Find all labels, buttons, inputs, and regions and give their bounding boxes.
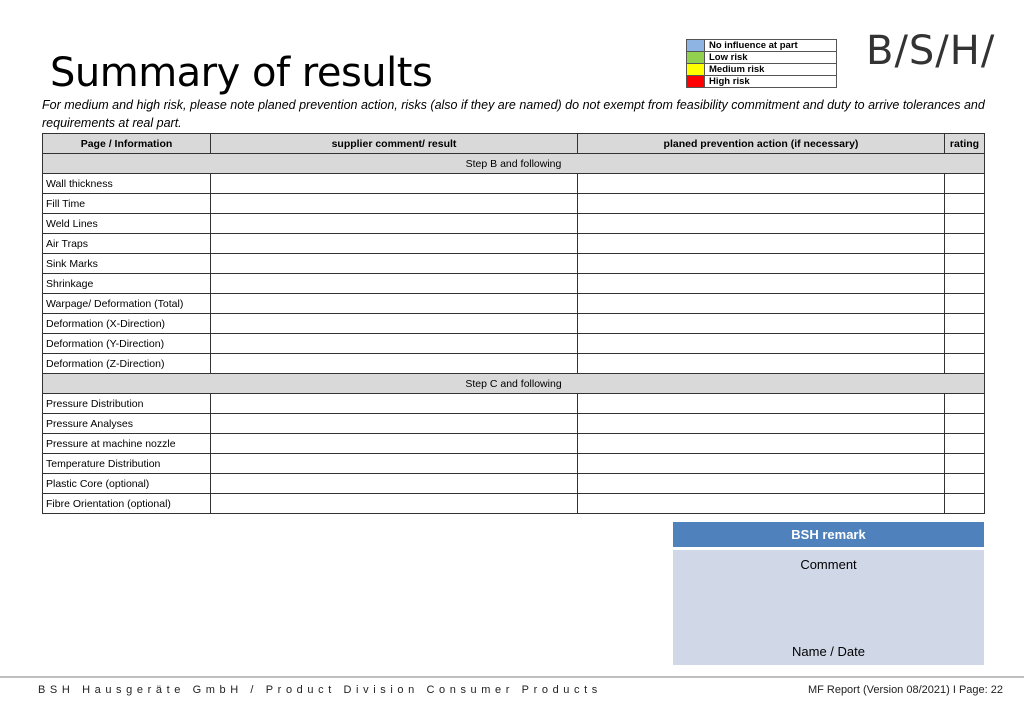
row-label: Deformation (Y-Direction) (43, 334, 211, 354)
table-row (43, 194, 985, 214)
supplier-comment-cell[interactable] (211, 234, 578, 254)
legend-swatch (687, 40, 705, 52)
table-row (43, 274, 985, 294)
prevention-action-cell[interactable] (578, 354, 945, 374)
supplier-comment-cell[interactable] (211, 454, 578, 474)
prevention-action-cell[interactable] (578, 194, 945, 214)
section-title: Step C and following (43, 374, 985, 394)
supplier-comment-cell[interactable] (211, 394, 578, 414)
bsh-remark-heading: BSH remark (673, 522, 984, 547)
row-label: Wall thickness (43, 174, 211, 194)
rating-cell[interactable] (945, 174, 985, 194)
supplier-comment-cell[interactable] (211, 494, 578, 514)
bsh-remark-body[interactable] (673, 550, 984, 665)
rating-cell[interactable] (945, 334, 985, 354)
table-row (43, 254, 985, 274)
legend-label: Low risk (705, 52, 837, 64)
footer-divider (0, 676, 1024, 678)
table-row (43, 394, 985, 414)
table-body (43, 154, 985, 514)
prevention-action-cell[interactable] (578, 314, 945, 334)
table-row (43, 234, 985, 254)
rating-cell[interactable] (945, 474, 985, 494)
table-row (43, 434, 985, 454)
legend-item (687, 76, 837, 88)
footer-company: BSH Hausgeräte GmbH / Product Division Consumer Products (38, 684, 602, 696)
prevention-action-cell[interactable] (578, 494, 945, 514)
prevention-action-cell[interactable] (578, 414, 945, 434)
row-label: Pressure Distribution (43, 394, 211, 414)
supplier-comment-cell[interactable] (211, 214, 578, 234)
legend-swatch (687, 64, 705, 76)
prevention-action-cell[interactable] (578, 334, 945, 354)
legend-item (687, 52, 837, 64)
row-label: Temperature Distribution (43, 454, 211, 474)
legend-swatch (687, 52, 705, 64)
supplier-comment-cell[interactable] (211, 314, 578, 334)
supplier-comment-cell[interactable] (211, 174, 578, 194)
row-label: Fibre Orientation (optional) (43, 494, 211, 514)
bsh-logo: B/S/H/ (866, 28, 996, 74)
table-row (43, 354, 985, 374)
supplier-comment-cell[interactable] (211, 194, 578, 214)
row-label: Warpage/ Deformation (Total) (43, 294, 211, 314)
supplier-comment-cell[interactable] (211, 474, 578, 494)
section-row (43, 374, 985, 394)
row-label: Sink Marks (43, 254, 211, 274)
bsh-remark-panel (673, 522, 984, 665)
prevention-action-cell[interactable] (578, 294, 945, 314)
section-title: Step B and following (43, 154, 985, 174)
supplier-comment-cell[interactable] (211, 274, 578, 294)
rating-cell[interactable] (945, 414, 985, 434)
row-label: Deformation (Z-Direction) (43, 354, 211, 374)
section-row (43, 154, 985, 174)
table-row (43, 214, 985, 234)
prevention-action-cell[interactable] (578, 434, 945, 454)
rating-cell[interactable] (945, 254, 985, 274)
table-row (43, 294, 985, 314)
rating-cell[interactable] (945, 454, 985, 474)
prevention-action-cell[interactable] (578, 214, 945, 234)
rating-cell[interactable] (945, 294, 985, 314)
supplier-comment-cell[interactable] (211, 334, 578, 354)
legend-label: High risk (705, 76, 837, 88)
rating-cell[interactable] (945, 214, 985, 234)
rating-cell[interactable] (945, 434, 985, 454)
rating-cell[interactable] (945, 274, 985, 294)
table-row (43, 474, 985, 494)
remark-name-date-label: Name / Date (792, 644, 865, 659)
table-row (43, 314, 985, 334)
row-label: Weld Lines (43, 214, 211, 234)
rating-cell[interactable] (945, 394, 985, 414)
table-row (43, 334, 985, 354)
prevention-action-cell[interactable] (578, 274, 945, 294)
supplier-comment-cell[interactable] (211, 254, 578, 274)
results-table (42, 133, 985, 514)
row-label: Plastic Core (optional) (43, 474, 211, 494)
rating-cell[interactable] (945, 194, 985, 214)
table-row (43, 414, 985, 434)
legend-label: Medium risk (705, 64, 837, 76)
legend-label: No influence at part (705, 40, 837, 52)
rating-cell[interactable] (945, 314, 985, 334)
page-title: Summary of results (50, 50, 433, 96)
column-header-prevention-action: planed prevention action (if necessary) (578, 134, 945, 154)
remark-comment-label: Comment (800, 557, 857, 572)
legend-item (687, 40, 837, 52)
row-label: Shrinkage (43, 274, 211, 294)
row-label: Fill Time (43, 194, 211, 214)
column-header-page: Page / Information (43, 134, 211, 154)
column-header-rating: rating (945, 134, 985, 154)
row-label: Air Traps (43, 234, 211, 254)
prevention-action-cell[interactable] (578, 254, 945, 274)
prevention-action-cell[interactable] (578, 394, 945, 414)
supplier-comment-cell[interactable] (211, 294, 578, 314)
instruction-note: For medium and high risk, please note planed prevention action, risks (also if they are named) do not exempt from feasibility commitment and duty to arrive tolerances and requirements at real part. (42, 98, 985, 130)
supplier-comment-cell[interactable] (211, 414, 578, 434)
legend-swatch (687, 76, 705, 88)
prevention-action-cell[interactable] (578, 234, 945, 254)
footer-page-info: MF Report (Version 08/2021) I Page: 22 (807, 684, 1003, 696)
row-label: Pressure at machine nozzle (43, 434, 211, 454)
row-label: Deformation (X-Direction) (43, 314, 211, 334)
rating-cell[interactable] (945, 354, 985, 374)
table-header-row (43, 134, 985, 154)
row-label: Pressure Analyses (43, 414, 211, 434)
table-row (43, 174, 985, 194)
table-row (43, 494, 985, 514)
risk-legend (686, 39, 837, 88)
rating-cell[interactable] (945, 234, 985, 254)
legend-item (687, 64, 837, 76)
supplier-comment-cell[interactable] (211, 434, 578, 454)
supplier-comment-cell[interactable] (211, 354, 578, 374)
prevention-action-cell[interactable] (578, 474, 945, 494)
prevention-action-cell[interactable] (578, 174, 945, 194)
rating-cell[interactable] (945, 494, 985, 514)
table-row (43, 454, 985, 474)
column-header-supplier-comment: supplier comment/ result (211, 134, 578, 154)
prevention-action-cell[interactable] (578, 454, 945, 474)
